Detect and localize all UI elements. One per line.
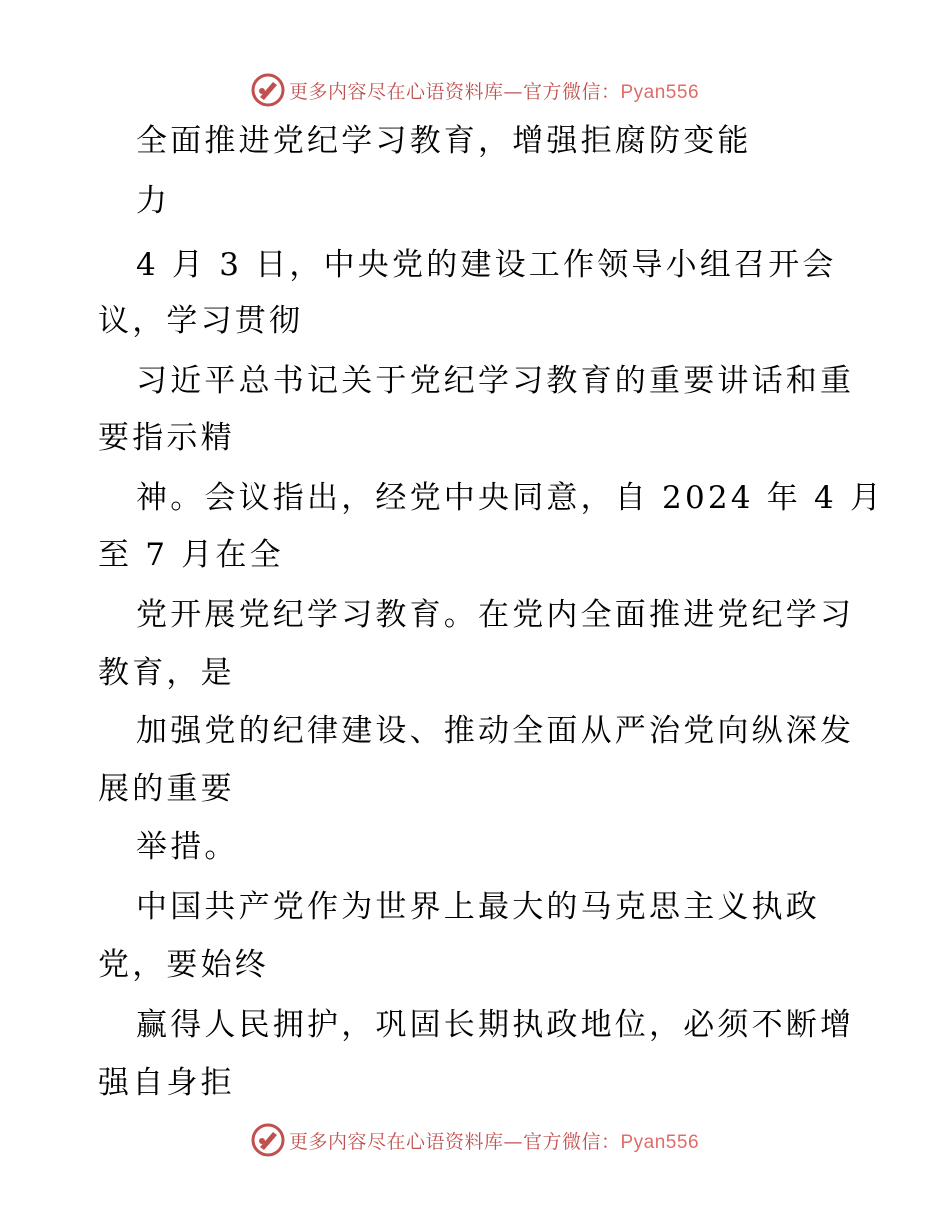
text-line: 中国共产党作为世界上最大的马克思主义执政 — [136, 889, 820, 925]
pen-logo-icon — [251, 73, 285, 107]
text-line: 党开展党纪学习教育。在党内全面推进党纪学习 — [136, 597, 855, 633]
header-watermark — [0, 70, 950, 110]
text-line: 要指示精 — [98, 420, 235, 456]
text-line: 强自身拒 — [98, 1065, 235, 1101]
watermark-text: 更多内容尽在心语资料库—官方微信：Pyan556 — [288, 1130, 700, 1153]
watermark-text: 更多内容尽在心语资料库—官方微信：Pyan556 — [288, 80, 700, 103]
text-line: 习近平总书记关于党纪学习教育的重要讲话和重 — [136, 363, 855, 399]
text-line: 展的重要 — [98, 771, 235, 807]
text-line: 神。会议指出，经党中央同意，自 2024 年 4 月 — [136, 480, 885, 516]
pen-logo-icon — [251, 1123, 285, 1157]
text-line: 议，学习贯彻 — [98, 303, 304, 339]
text-line: 至 7 月在全 — [98, 537, 284, 573]
footer-watermark — [0, 1120, 950, 1160]
text-line: 教育，是 — [98, 655, 235, 691]
text-line: 力 — [136, 183, 171, 219]
text-line: 赢得人民拥护，巩固长期执政地位，必须不断增 — [136, 1007, 855, 1043]
text-line: 举措。 — [136, 829, 239, 865]
text-line: 党，要始终 — [98, 947, 269, 983]
text-line: 4 月 3 日，中央党的建设工作领导小组召开会 — [136, 247, 837, 283]
text-line: 加强党的纪律建设、推动全面从严治党向纵深发 — [136, 713, 855, 749]
text-line: 全面推进党纪学习教育，增强拒腐防变能 — [136, 123, 752, 159]
